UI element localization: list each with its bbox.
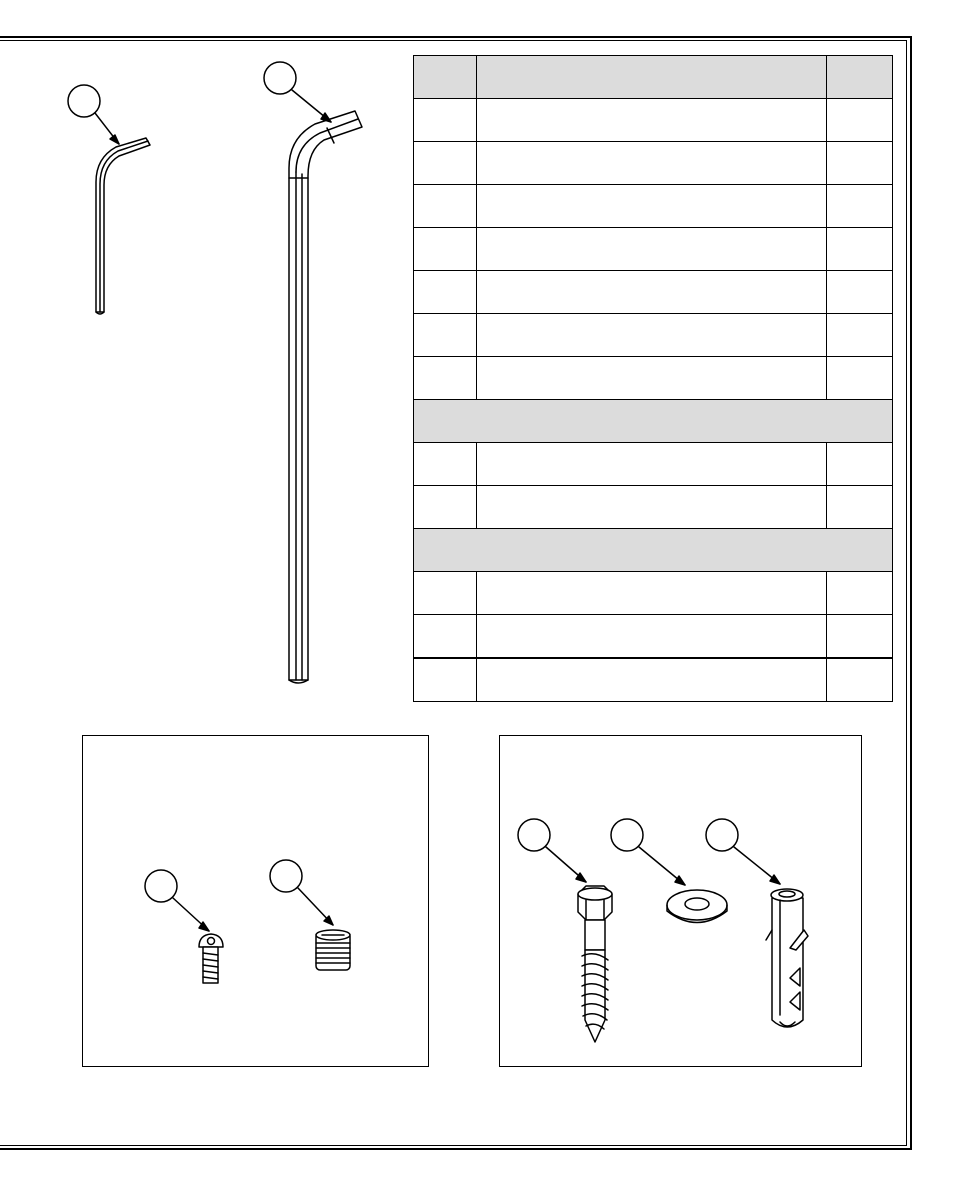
large-allen-key-illustration [289, 111, 362, 683]
button-screw-illustration [199, 934, 223, 983]
callout-small-allen-key [68, 85, 119, 144]
callout-button-screw [145, 870, 209, 931]
threaded-insert-illustration [316, 930, 350, 970]
callout-lag-bolt [518, 819, 586, 882]
callout-wall-anchor [706, 819, 780, 884]
wall-anchor-illustration [766, 889, 808, 1027]
callout-threaded-insert [270, 860, 333, 925]
callout-large-allen-key [264, 62, 331, 122]
callout-washer [611, 819, 685, 885]
small-allen-key-illustration [96, 138, 150, 314]
lag-bolt-illustration [578, 886, 612, 1042]
washer-illustration [667, 890, 727, 923]
